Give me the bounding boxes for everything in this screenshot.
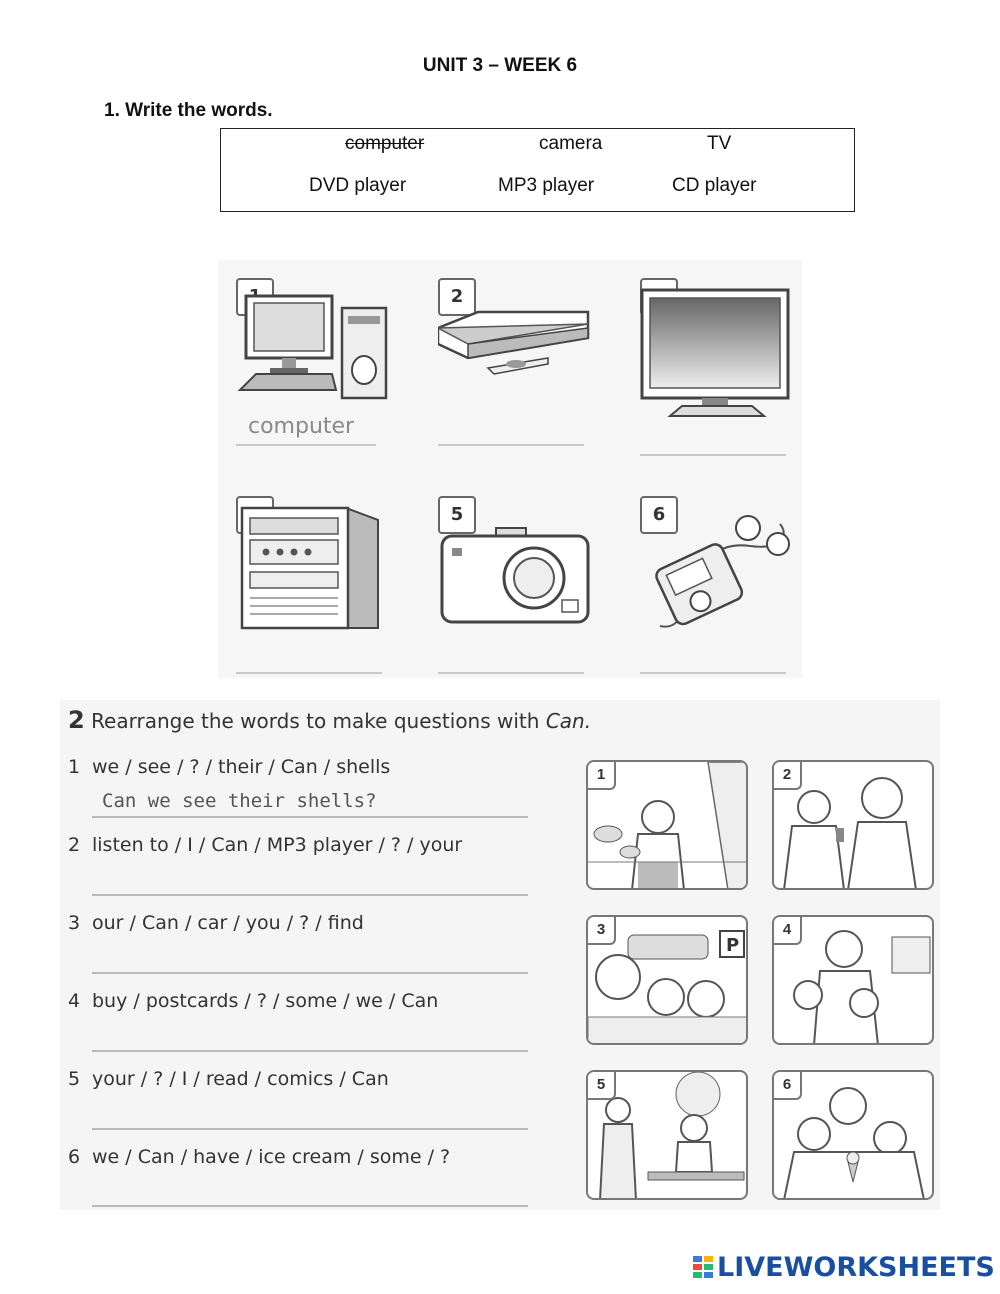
item-number: 2	[68, 834, 81, 856]
exercise2-item-4	[68, 990, 438, 1012]
word-bank-item: DVD player	[309, 175, 407, 196]
item-number: 5	[438, 496, 476, 534]
word-bank-item: computer	[345, 133, 425, 154]
exercise1-item-6	[640, 496, 790, 666]
item-prompt: our / Can / car / you / ? / find	[92, 912, 364, 934]
answer-line	[92, 1205, 528, 1207]
answer-line	[92, 894, 528, 896]
exercise2-panel	[60, 700, 940, 1210]
item-number: 2	[438, 278, 476, 316]
exercise2-number: 2	[68, 706, 85, 734]
picture-number: 2	[774, 762, 802, 790]
scene-picture-6	[772, 1070, 934, 1200]
picture-number: 4	[774, 917, 802, 945]
tv-icon	[640, 288, 800, 423]
picture-number: 5	[588, 1072, 616, 1100]
item-number: 4	[68, 990, 81, 1012]
item-prompt: listen to / I / Can / MP3 player / ? / your	[92, 834, 463, 856]
exercise1-item-3	[640, 278, 790, 448]
sample-answer: Can we see their shells?	[102, 790, 377, 812]
cd-player-icon	[236, 502, 396, 632]
dvd-player-icon	[438, 308, 598, 388]
answer-line	[92, 972, 528, 974]
scene-picture-1	[586, 760, 748, 890]
answer-line	[236, 672, 382, 674]
answer-line	[640, 454, 786, 456]
exercise2-item-3	[68, 912, 364, 934]
item-number: 5	[68, 1068, 81, 1090]
exercise2-item-1	[68, 756, 390, 778]
scene-picture-4	[772, 915, 934, 1045]
liveworksheets-logo-icon	[693, 1256, 715, 1284]
answer-line	[92, 1128, 528, 1130]
item-number: 3	[68, 912, 81, 934]
item-number: 1	[68, 756, 81, 778]
word-bank	[220, 128, 855, 212]
exercise2-heading	[68, 706, 591, 734]
item-number: 6	[640, 496, 678, 534]
exercise1-picture-panel	[218, 260, 802, 678]
word-bank-item: camera	[539, 133, 603, 154]
exercise1-item-1	[236, 278, 386, 448]
picture-number: 1	[588, 762, 616, 790]
answer-line	[438, 444, 584, 446]
scene-picture-2	[772, 760, 934, 890]
answer-line	[640, 672, 786, 674]
exercise1-heading: 1. Write the words.	[104, 100, 273, 121]
answer-line	[438, 672, 584, 674]
answer-line	[236, 444, 376, 446]
svg-text:P: P	[726, 935, 740, 956]
item-prompt: your / ? / I / read / comics / Can	[92, 1068, 389, 1090]
exercise1-item-4	[236, 496, 386, 666]
scene-picture-5	[586, 1070, 748, 1200]
page-title: UNIT 3 – WEEK 6	[422, 55, 578, 76]
computer-icon	[236, 288, 396, 403]
item-prompt: we / Can / have / ice cream / some / ?	[92, 1146, 451, 1168]
exercise1-item-2	[438, 278, 588, 448]
exercise2-item-5	[68, 1068, 389, 1090]
scene-picture-3	[586, 915, 748, 1045]
mp3-player-icon	[640, 506, 800, 636]
exercise1-item-5	[438, 496, 588, 666]
exercise2-heading-em: Can.	[545, 709, 592, 733]
picture-number: 6	[774, 1072, 802, 1100]
word-bank-item: CD player	[672, 175, 757, 196]
exercise2-item-2	[68, 834, 462, 856]
sample-answer: computer	[248, 414, 355, 439]
answer-line	[92, 816, 528, 818]
brand-name: LIVEWORKSHEETS	[717, 1252, 995, 1283]
exercise2-heading-text: Rearrange the words to make questions with	[91, 709, 546, 733]
item-number: 6	[68, 1146, 81, 1168]
word-bank-item: MP3 player	[498, 175, 595, 196]
camera-icon	[438, 526, 598, 626]
word-bank-item: TV	[707, 133, 732, 154]
picture-number: 3	[588, 917, 616, 945]
item-prompt: we / see / ? / their / Can / shells	[92, 756, 391, 778]
answer-line	[92, 1050, 528, 1052]
exercise2-item-6	[68, 1146, 450, 1168]
item-prompt: buy / postcards / ? / some / we / Can	[92, 990, 439, 1012]
